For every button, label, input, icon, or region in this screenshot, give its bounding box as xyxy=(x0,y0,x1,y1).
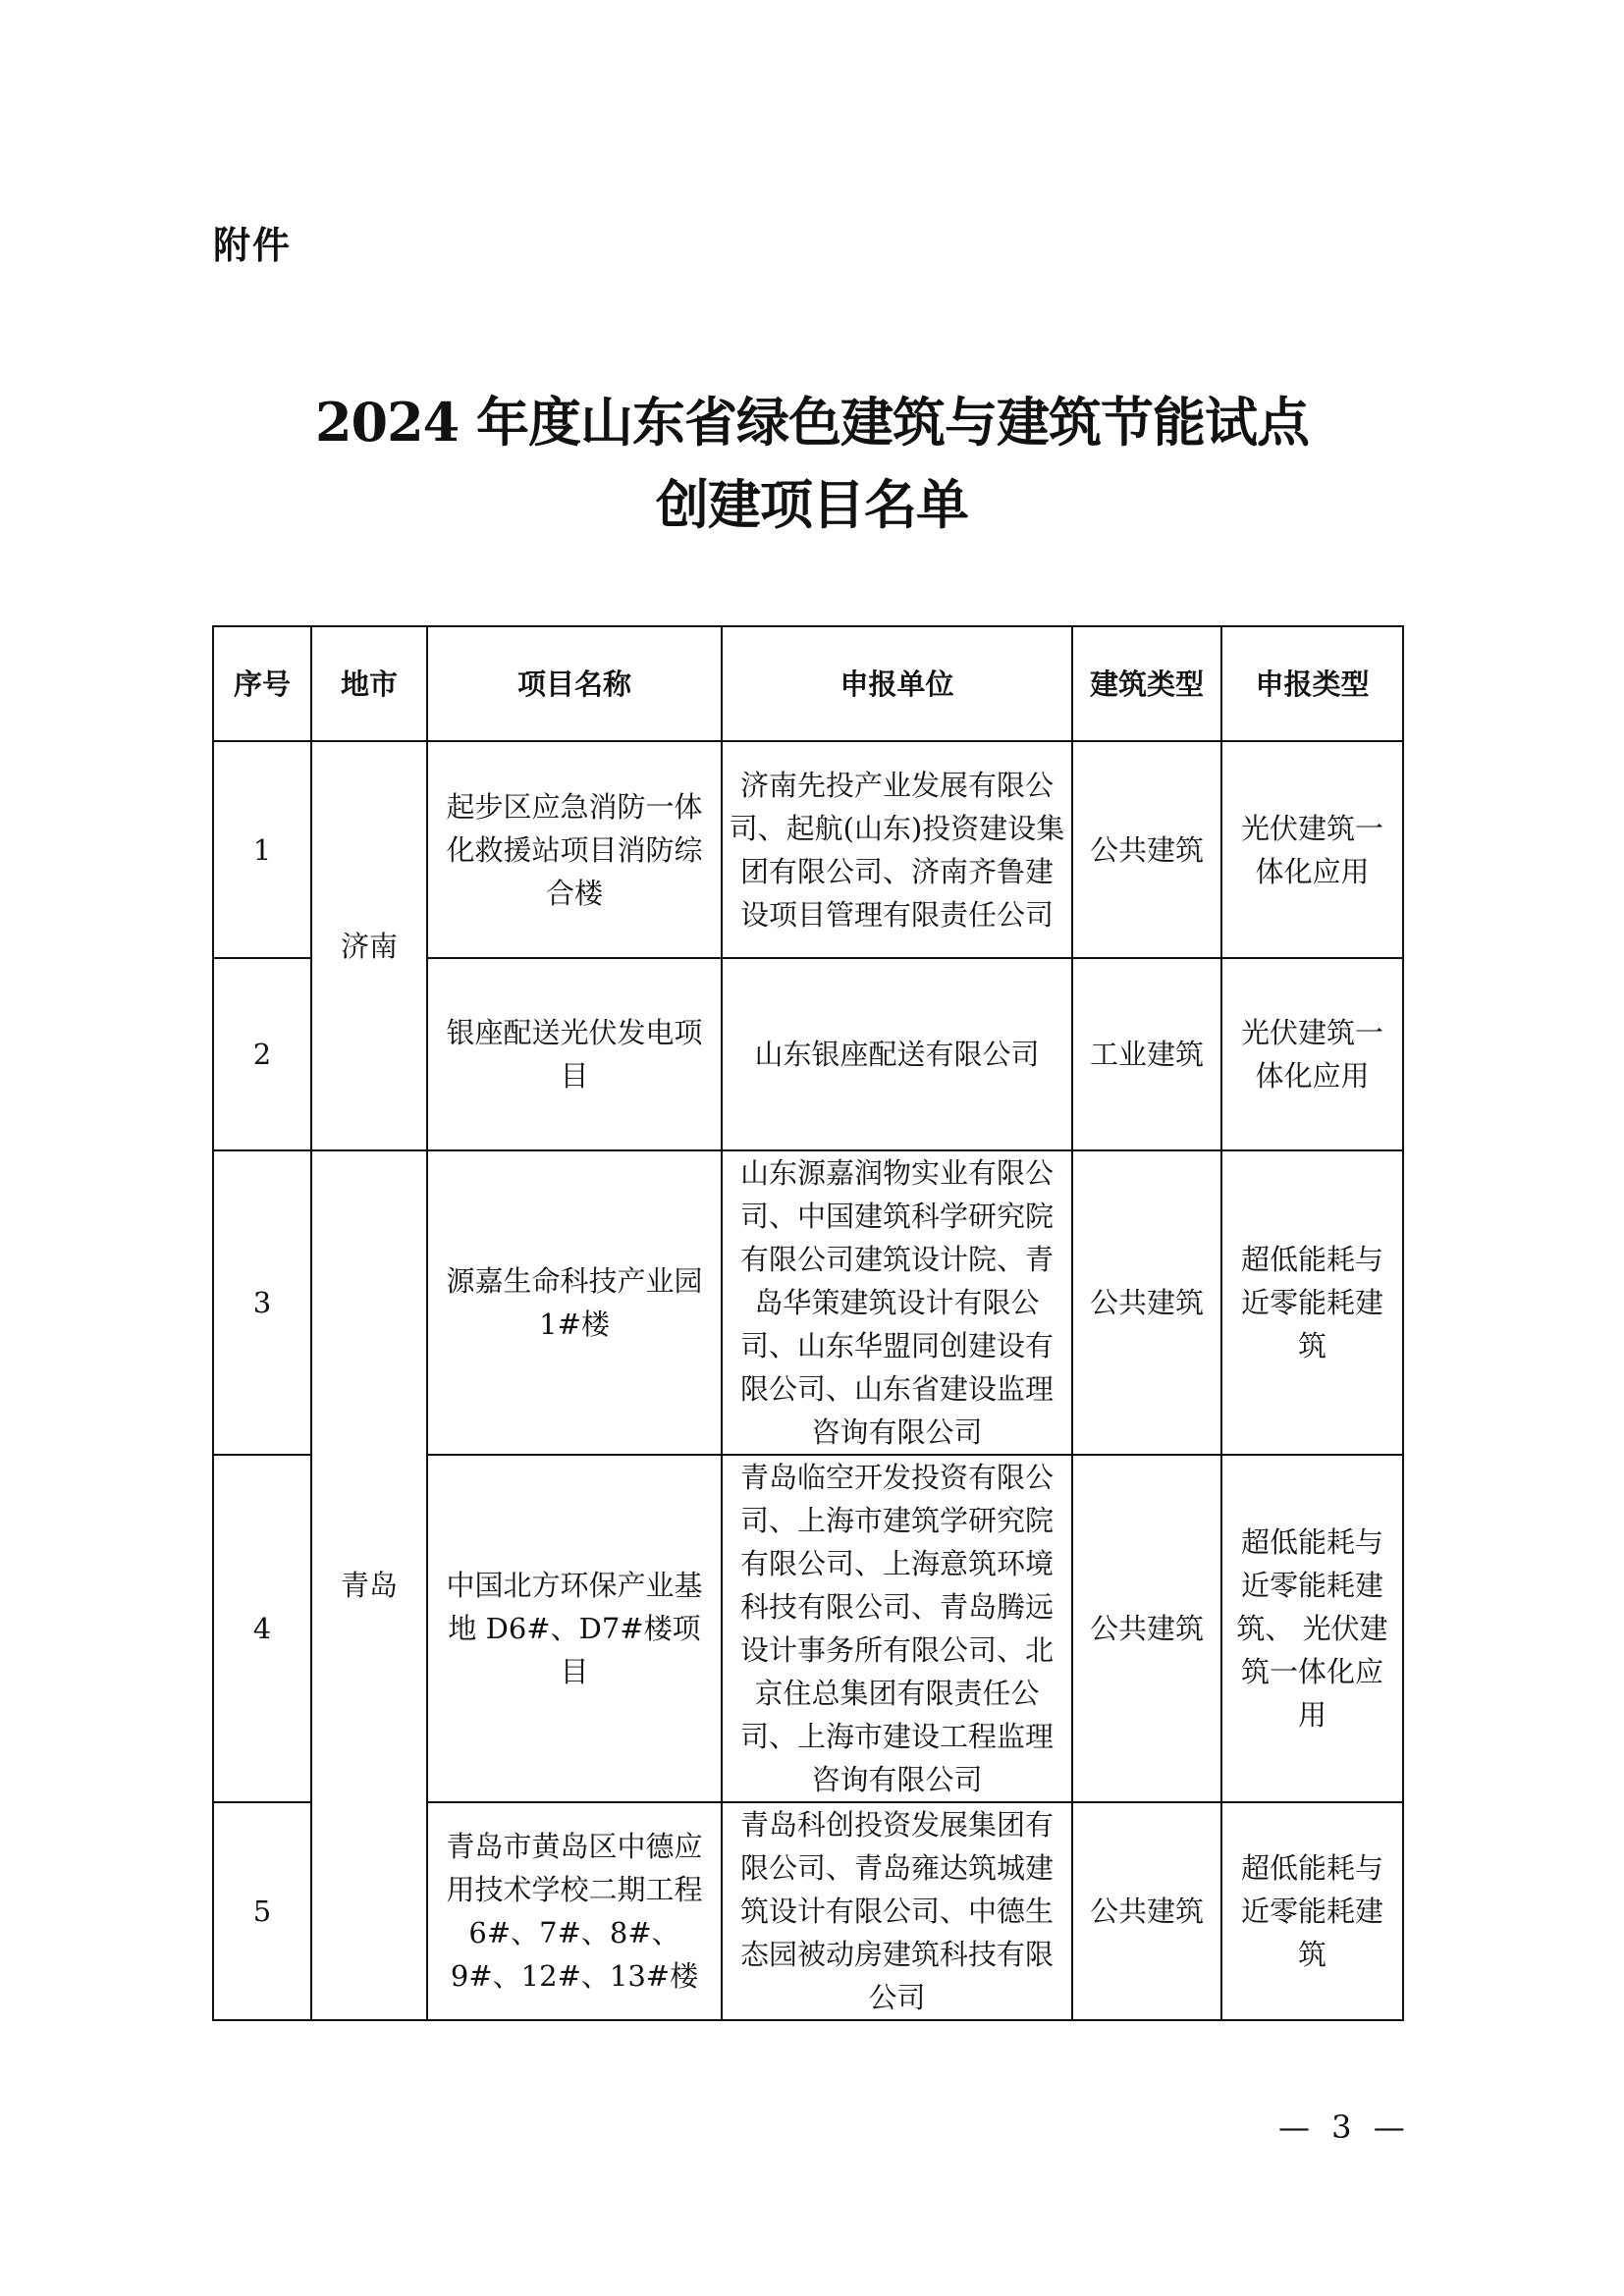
cell-apply-type: 超低能耗与近零能耗建筑 xyxy=(1221,1802,1403,2020)
cell-project: 银座配送光伏发电项目 xyxy=(427,958,722,1150)
cell-no: 1 xyxy=(213,741,311,958)
cell-applicant: 山东源嘉润物实业有限公司、中国建筑科学研究院有限公司建筑设计院、青岛华策建筑设计有限公司、山东华盟同创建设有限公司、山东省建设监理咨询有限公司 xyxy=(722,1150,1072,1455)
header-project: 项目名称 xyxy=(427,626,722,741)
cell-project: 源嘉生命科技产业园1#楼 xyxy=(427,1150,722,1455)
table-row xyxy=(213,1150,1403,1455)
cell-applicant: 济南先投产业发展有限公司、起航(山东)投资建设集团有限公司、济南齐鲁建设项目管理有限责任公司 xyxy=(722,741,1072,958)
cell-city: 青岛 xyxy=(311,1150,427,2020)
table-header-row xyxy=(213,626,1403,741)
cell-building-type: 公共建筑 xyxy=(1072,1150,1221,1455)
cell-no: 5 xyxy=(213,1802,311,2020)
cell-city: 济南 xyxy=(311,741,427,1150)
cell-project: 中国北方环保产业基地 D6#、D7#楼项目 xyxy=(427,1455,722,1802)
document-title-line-1: 2024 年度山东省绿色建筑与建筑节能试点 xyxy=(314,391,1310,454)
header-building-type: 建筑类型 xyxy=(1072,626,1221,741)
cell-building-type: 公共建筑 xyxy=(1072,741,1221,958)
document-title-line-2: 创建项目名单 xyxy=(656,473,968,536)
cell-project: 起步区应急消防一体化救援站项目消防综合楼 xyxy=(427,741,722,958)
header-applicant: 申报单位 xyxy=(722,626,1072,741)
header-no: 序号 xyxy=(213,626,311,741)
attachment-label: 附件 xyxy=(213,224,293,267)
table-row xyxy=(213,741,1403,958)
cell-no: 3 xyxy=(213,1150,311,1455)
header-apply-type: 申报类型 xyxy=(1221,626,1403,741)
cell-applicant: 青岛科创投资发展集团有限公司、青岛雍达筑城建筑设计有限公司、中德生态园被动房建筑科技有限公司 xyxy=(722,1802,1072,2020)
cell-no: 4 xyxy=(213,1455,311,1802)
cell-applicant: 青岛临空开发投资有限公司、上海市建筑学研究院有限公司、上海意筑环境科技有限公司、青岛腾远设计事务所有限公司、北京住总集团有限责任公司、上海市建设工程监理咨询有限公司 xyxy=(722,1455,1072,1802)
cell-project: 青岛市黄岛区中德应用技术学校二期工程6#、7#、8#、9#、12#、13#楼 xyxy=(427,1802,722,2020)
cell-building-type: 工业建筑 xyxy=(1072,958,1221,1150)
cell-applicant: 山东银座配送有限公司 xyxy=(722,958,1072,1150)
cell-no: 2 xyxy=(213,958,311,1150)
cell-apply-type: 超低能耗与近零能耗建筑、 光伏建筑一体化应用 xyxy=(1221,1455,1403,1802)
cell-building-type: 公共建筑 xyxy=(1072,1802,1221,2020)
header-city: 地市 xyxy=(311,626,427,741)
cell-apply-type: 光伏建筑一体化应用 xyxy=(1221,741,1403,958)
cell-apply-type: 光伏建筑一体化应用 xyxy=(1221,958,1403,1150)
cell-building-type: 公共建筑 xyxy=(1072,1455,1221,1802)
project-list-table xyxy=(212,625,1404,2021)
page-number: — 3 — xyxy=(1278,2109,1411,2146)
cell-apply-type: 超低能耗与近零能耗建筑 xyxy=(1221,1150,1403,1455)
